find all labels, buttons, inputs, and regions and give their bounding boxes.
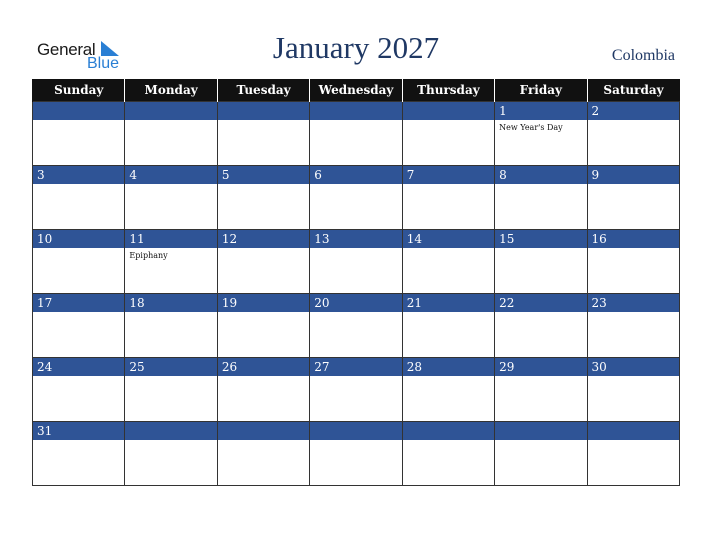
day-cell[interactable] [33,230,125,294]
day-number [125,102,216,120]
holiday-label [495,312,586,315]
holiday-label [310,312,401,315]
calendar-title: January 2027 [272,30,440,65]
day-number: 16 [588,230,679,248]
day-cell[interactable] [587,358,679,422]
day-number [218,422,309,440]
day-number [403,422,494,440]
day-cell[interactable] [310,422,402,486]
holiday-label: New Year's Day [499,123,563,132]
day-cell[interactable] [495,358,587,422]
week-row [33,294,680,358]
day-number: 26 [218,358,309,376]
holiday-label [495,440,586,443]
holiday-label [310,440,401,443]
day-number: 29 [495,358,586,376]
holiday-label [218,312,309,315]
day-number: 15 [495,230,586,248]
week-row [33,422,680,486]
day-number: 24 [33,358,124,376]
day-number: 7 [403,166,494,184]
day-cell[interactable] [217,422,309,486]
day-cell[interactable] [495,230,587,294]
day-cell[interactable] [587,230,679,294]
day-number [310,102,401,120]
day-number [218,102,309,120]
holiday-label [218,248,309,251]
day-number: 2 [588,102,679,120]
day-cell[interactable] [310,230,402,294]
day-number [125,422,216,440]
day-number: 30 [588,358,679,376]
day-cell[interactable] [33,422,125,486]
day-cell[interactable] [125,166,217,230]
day-cell[interactable] [217,358,309,422]
day-number: 9 [588,166,679,184]
day-number: 18 [125,294,216,312]
day-number [495,422,586,440]
calendar-grid [32,79,680,486]
day-number: 6 [310,166,401,184]
holiday-label [588,184,679,187]
holiday-label [495,376,586,379]
day-cell[interactable] [495,422,587,486]
day-cell[interactable] [402,166,494,230]
holiday-label [310,248,401,251]
holiday-label [125,184,216,187]
day-number: 23 [588,294,679,312]
day-cell[interactable] [495,294,587,358]
day-cell[interactable] [495,102,587,166]
day-number: 4 [125,166,216,184]
holiday-label [33,312,124,315]
day-number: 28 [403,358,494,376]
day-cell[interactable] [402,294,494,358]
week-row [33,166,680,230]
day-number: 8 [495,166,586,184]
weekday-header: Saturday [587,79,679,102]
holiday-label [218,376,309,379]
day-number: 17 [33,294,124,312]
day-cell[interactable] [125,294,217,358]
holiday-label [218,120,309,123]
day-number: 10 [33,230,124,248]
day-cell[interactable] [402,102,494,166]
day-cell[interactable] [310,166,402,230]
day-number: 3 [33,166,124,184]
day-number: 11 [125,230,216,248]
day-number: 1 [495,102,586,120]
holiday-label [403,184,494,187]
day-cell[interactable] [33,294,125,358]
day-cell[interactable] [310,102,402,166]
day-cell[interactable] [587,102,679,166]
holiday-label [310,184,401,187]
holiday-label [33,440,124,443]
day-cell[interactable] [33,102,125,166]
holiday-label [403,440,494,443]
logo-text-blue: Blue [87,55,120,72]
day-number: 20 [310,294,401,312]
holiday-label [310,120,401,123]
holiday-label [588,376,679,379]
holiday-label [495,248,586,251]
weekday-header: Thursday [402,79,494,102]
day-cell[interactable] [402,230,494,294]
day-number: 5 [218,166,309,184]
day-number: 25 [125,358,216,376]
day-number: 13 [310,230,401,248]
holiday-label [33,184,124,187]
holiday-label [125,440,216,443]
weekday-header: Wednesday [310,79,402,102]
day-cell[interactable] [217,102,309,166]
day-cell[interactable] [217,166,309,230]
holiday-label [403,248,494,251]
holiday-label [125,376,216,379]
holiday-label [33,120,124,123]
week-row [33,358,680,422]
holiday-label [403,120,494,123]
holiday-label [33,248,124,251]
day-cell[interactable] [310,358,402,422]
holiday-label [125,120,216,123]
day-cell[interactable] [587,422,679,486]
day-cell[interactable] [310,294,402,358]
weekday-header: Sunday [33,79,125,102]
holiday-label [218,440,309,443]
day-number [310,422,401,440]
holiday-label [588,248,679,251]
day-number [403,102,494,120]
holiday-label [588,312,679,315]
day-cell[interactable] [587,166,679,230]
day-number: 12 [218,230,309,248]
day-cell[interactable] [125,358,217,422]
holiday-label [33,376,124,379]
holiday-label [310,376,401,379]
day-number: 14 [403,230,494,248]
holiday-label [403,312,494,315]
weekday-header: Monday [125,79,217,102]
day-number: 31 [33,422,124,440]
day-number: 27 [310,358,401,376]
day-cell[interactable] [33,358,125,422]
day-cell[interactable] [587,294,679,358]
holiday-label [588,120,679,123]
holiday-label [495,184,586,187]
day-cell[interactable] [33,166,125,230]
day-number: 22 [495,294,586,312]
weekday-header-row [33,79,680,102]
holiday-label [125,312,216,315]
day-number [33,102,124,120]
logo-text-general: General [37,40,96,59]
day-cell[interactable] [217,230,309,294]
day-number: 19 [218,294,309,312]
country-label: Colombia [611,47,675,64]
day-cell[interactable] [125,422,217,486]
day-cell[interactable] [402,422,494,486]
day-cell[interactable] [495,166,587,230]
holiday-label [218,184,309,187]
holiday-label: Epiphany [129,251,168,260]
day-number [588,422,679,440]
weekday-header: Tuesday [217,79,309,102]
day-cell[interactable] [125,102,217,166]
holiday-label [403,376,494,379]
day-cell[interactable] [125,230,217,294]
week-row [33,230,680,294]
week-row [33,102,680,166]
day-cell[interactable] [217,294,309,358]
day-number: 21 [403,294,494,312]
day-cell[interactable] [402,358,494,422]
holiday-label [588,440,679,443]
weekday-header: Friday [495,79,587,102]
